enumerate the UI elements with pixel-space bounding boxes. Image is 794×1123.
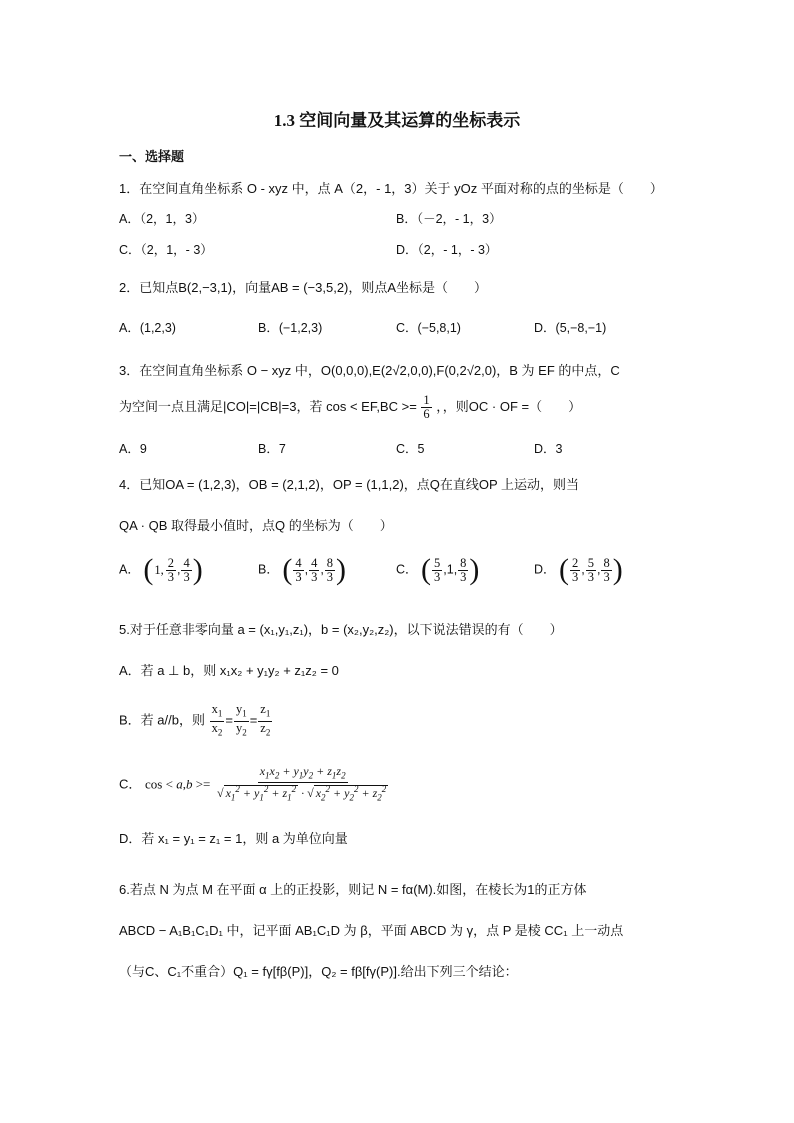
q4-line-1: 4．已知OA = (1,2,3)，OB = (2,1,2)，OP = (1,1,2)，点Q在直线OP 上运动，则当 — [119, 477, 580, 492]
q3-option-d: D．3 — [534, 442, 563, 456]
q3-line-2b: CO|=|CB|=3，若 cos < EF,BC >= — [226, 398, 417, 414]
q6-line-3: （与C、C₁不重合）Q₁ = fγ[fβ(P)]，Q₂ = fβ[fγ(P)].给出下列三个结论： — [119, 964, 518, 979]
q4-option-c-label: C． — [396, 562, 418, 577]
q6-line-2: ABCD − A₁B₁C₁D₁ 中，记平面 AB₁C₁D 为 β，平面 ABCD 为 γ，点 P 是棱 CC₁ 上一动点 — [119, 923, 624, 938]
q4-option-d-label: D． — [534, 562, 556, 577]
q3-line-2a: 为空间一点且满足| — [119, 398, 227, 414]
q3-line-2 — [119, 394, 581, 421]
q4-option-b: B． ( $\frac{4}{3}$ , $\frac{4}{3}$ , $\frac{8}{3}$ ) — [258, 553, 347, 586]
q4-option-b-label: B． — [258, 562, 279, 577]
q2-option-d: D．(5,−8,−1) — [534, 321, 607, 335]
q1-stem: 1．在空间直角坐标系 O - xyz 中，点 A（2，- 1，3）关于 yOz 平面对称的点的坐标是（ ） — [119, 181, 663, 196]
q2-option-a: A．(1,2,3) — [119, 321, 176, 335]
section-heading: 一、选择题 — [119, 149, 185, 164]
q5-stem: 5.对于任意非零向量 a = (x₁,y₁,z₁)，b = (x₂,y₂,z₂)，以下说法错误的有（ ） — [119, 622, 563, 637]
q5-option-d: D．若 x₁ = y₁ = z₁ = 1，则 a 为单位向量 — [119, 831, 348, 846]
q1-option-a: A．（2，1，3） — [119, 212, 205, 226]
q5-option-a: A．若 a ⊥ b，则 x₁x₂ + y₁y₂ + z₁z₂ = 0 — [119, 663, 339, 678]
q1-option-b: B．（－2，- 1，3） — [396, 212, 502, 226]
q2-stem: 2．已知点B(2,−3,1)，向量AB = (−3,5,2)，则点A坐标是（ ） — [119, 280, 488, 295]
q1-option-d: D．（2，- 1，- 3） — [396, 243, 498, 257]
page-title: 1.3 空间向量及其运算的坐标表示 — [273, 111, 521, 130]
q3-option-a: A．9 — [119, 442, 147, 456]
q4-option-d: D． ( $\frac{2}{3}$ , $\frac{5}{3}$ , $\frac{8}{3}$ ) — [534, 553, 623, 586]
q3-line-2c: ，，则OC · OF =（ ） — [436, 398, 582, 414]
q2-option-c: C．(−5,8,1) — [396, 321, 461, 335]
q2-option-b: B．(−1,2,3) — [258, 321, 323, 335]
q4-option-c: C． ( $\frac{5}{3}$ ,1, $\frac{8}{3}$ ) — [396, 553, 480, 586]
q3-frac-den: 6 — [423, 407, 430, 421]
q4-line-2: QA · QB 取得最小值时，点Q 的坐标为（ ） — [119, 518, 393, 533]
q5-option-b: B．若 a//b，则 $\frac{x_1}{x_2}$ = $\frac{y_1}{y_2}$ = $\frac{z_1}{z_2}$ — [119, 702, 271, 737]
q3-fraction — [421, 394, 431, 421]
q5-option-c-prefix: C． — [119, 776, 142, 792]
q3-option-c: C．5 — [396, 442, 425, 456]
q3-line-1: 3．在空间直角坐标系 O − xyz 中，O(0,0,0),E(2√2,0,0),F(0,2√2,0)，B 为 EF 的中点，C — [119, 363, 620, 378]
q3-option-b: B．7 — [258, 442, 286, 456]
q4-option-a-label: A． — [119, 562, 140, 577]
q4-option-a: A． ( 1, $\frac{2}{3}$ , $\frac{4}{3}$ ) — [119, 553, 203, 586]
q1-option-c: C．（2，1，- 3） — [119, 243, 213, 257]
q5-option-c: C． cos < a,b >= $\frac{x_1x_2 + y_1y_2 + z_1z_2}{√ x_1^2 + y_1^2 + z_1^2 \cdot √ x_2^2 + y_2^2 + z_2^2}$ — [119, 764, 387, 803]
q5-option-b-prefix: B．若 a//b，则 — [119, 712, 205, 728]
q3-frac-num: 1 — [423, 393, 430, 407]
q6-line-1: 6.若点 N 为点 M 在平面 α 上的正投影，则记 N = fα(M).如图，在棱长为1的正方体 — [119, 882, 587, 897]
